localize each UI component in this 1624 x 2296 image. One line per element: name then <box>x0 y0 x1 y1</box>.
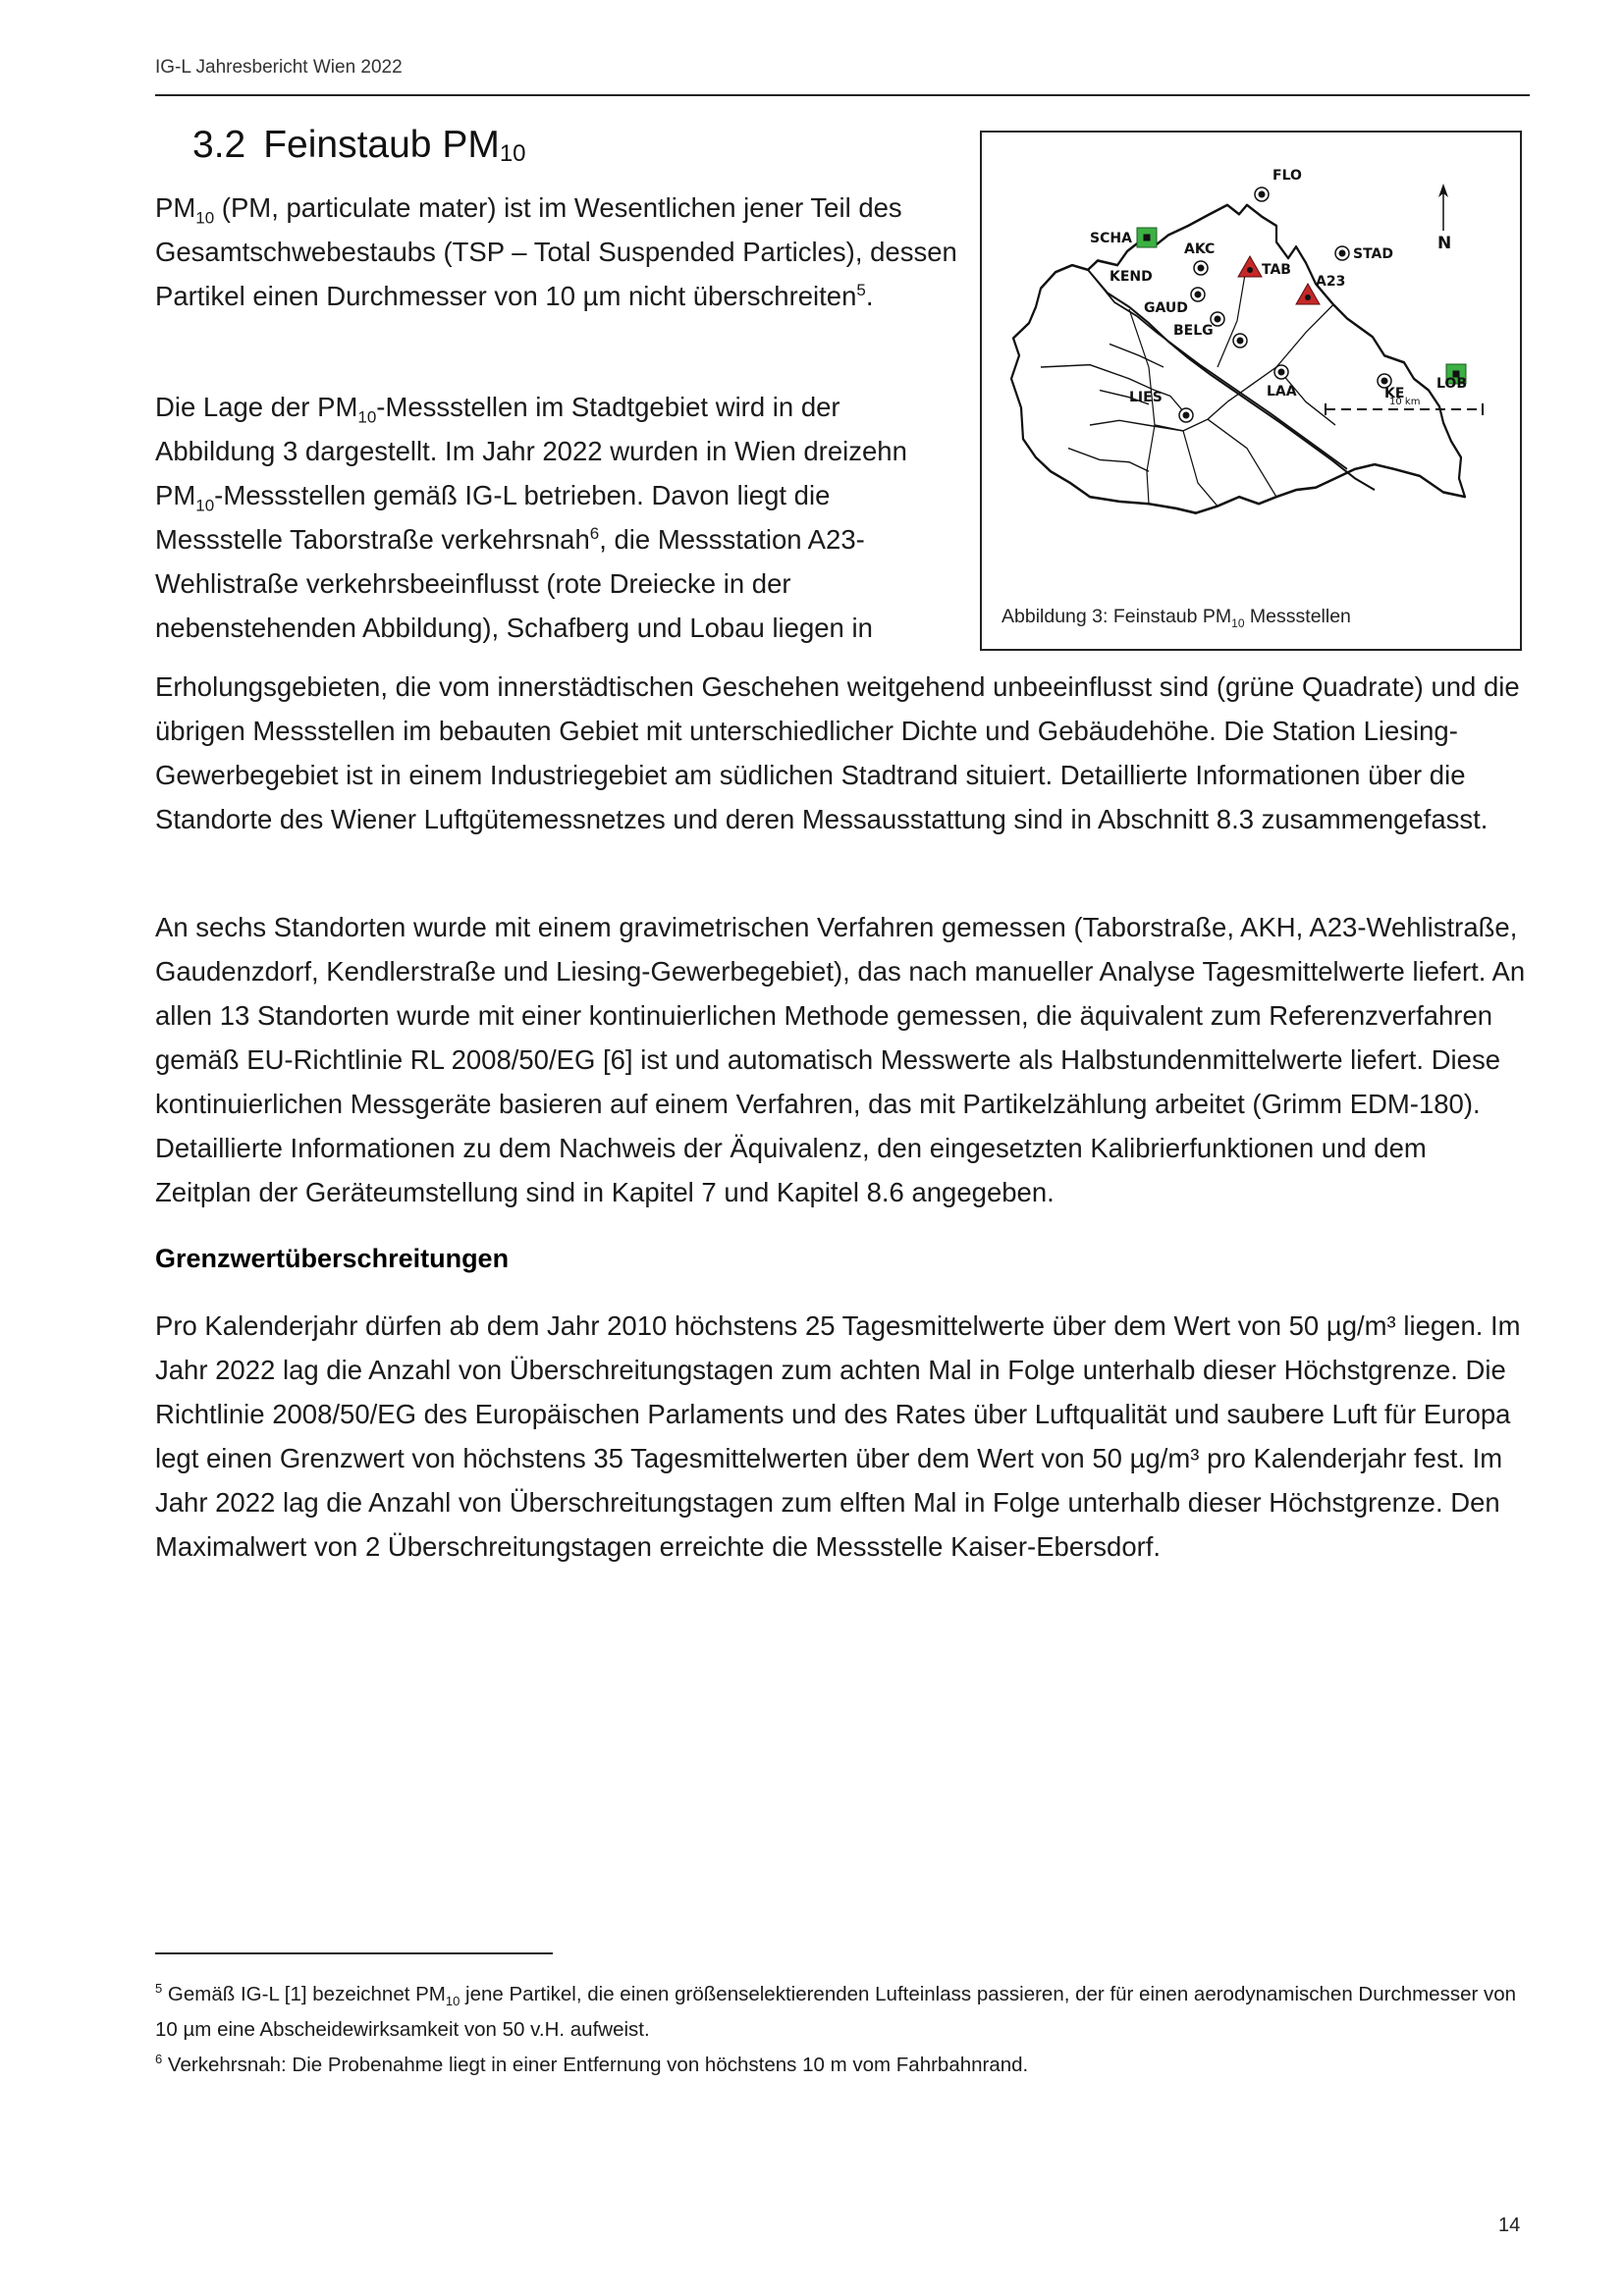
page-number: 14 <box>1498 2215 1521 2236</box>
section-title-sub: 10 <box>499 140 526 167</box>
figure-caption <box>1001 606 1351 630</box>
station-stad <box>1335 246 1393 262</box>
station-label: LAA <box>1267 384 1297 400</box>
station-label: SCHA <box>1090 231 1132 246</box>
station-dot-icon <box>1144 235 1151 241</box>
vienna-map <box>982 133 1524 594</box>
intro-paragraph-2-continued <box>155 665 1530 841</box>
north-arrow <box>1437 184 1451 253</box>
station-ke <box>1378 374 1404 401</box>
footnote-ref-5[interactable]: 5 <box>856 280 866 299</box>
intro-p2-e: Erholungsgebieten, die vom innerstädtischen Geschehen weitgehend unbeeinflusst sind (grüne Quadrate) und die übrigen Messstellen im bebauten Gebiet mit unterschiedlicher Dichte und Gebäudehöhe. Die Station Liesing-Gewerbegebiet ist in einem Industriegebiet am südlichen Stadtrand situiert. Detaillierte Informationen über die Standorte des Wiener Luftgütemessnetzes und deren Messausstattung sind in Abschnitt 8.3 zusammengefasst. <box>155 671 1520 834</box>
pm-label: PM <box>155 192 196 223</box>
station-dot-icon <box>1195 292 1202 298</box>
station-label: STAD <box>1353 246 1394 262</box>
station-label: A23 <box>1316 274 1346 290</box>
station-tab <box>1238 256 1291 278</box>
caption-text: Abbildung 3: Feinstaub PM <box>1001 606 1232 627</box>
intro-p2-d: , die Messstation A23-Wehlistraße verkehrsbeeinflusst (rote Dreiecke in der nebenstehenden Abbildung), Schafberg und Lobau liegen in <box>155 524 873 643</box>
station-dot-icon <box>1305 294 1311 300</box>
footnotes <box>155 1977 1530 2083</box>
station-dot-icon <box>1237 338 1244 345</box>
running-header: IG-L Jahresbericht Wien 2022 <box>155 57 403 78</box>
footnote-ref-6[interactable]: 6 <box>589 523 600 543</box>
paragraph-exceedances: Pro Kalenderjahr dürfen ab dem Jahr 2010 höchstens 25 Tagesmittelwerte über dem Wert von 50 µg/m³ liegen. Im Jahr 2022 lag die Anzahl von Überschreitungstagen zum achten Mal in Folge unterhalb dieser Höchstgrenze. Die Richtlinie 2008/50/EG des Europäischen Parlaments und des Rates über Luftqualität und saubere Luft für Europa legt einen Grenzwert von höchstens 35 Tagesmittelwerten über dem Wert von 50 µg/m³ pro Kalenderjahr fest. Im Jahr 2022 lag die Anzahl von Überschreitungstagen zum elften Mal in Folge unterhalb dieser Höchstgrenze. Den Maximalwert von 2 Überschreitungstagen erreichte die Messstelle Kaiser-Ebersdorf. <box>155 1310 1521 1562</box>
station-dot-icon <box>1183 412 1190 419</box>
station-lies <box>1129 390 1193 422</box>
station-akc <box>1184 241 1215 275</box>
station-kend <box>1110 269 1205 301</box>
station-label: AKC <box>1184 241 1216 257</box>
station-label: FLO <box>1272 168 1302 184</box>
intro-p2-a-sub: 10 <box>357 407 377 427</box>
station-label: TAB <box>1262 262 1291 278</box>
station-label: LIES <box>1129 390 1163 405</box>
intro-paragraph-1 <box>155 186 960 318</box>
section-title <box>192 124 526 168</box>
station-dot-icon <box>1259 191 1266 198</box>
intro-p2-b: -Messstellen im Stadtgebiet wird in der Abbildung 3 dargestellt. Im Jahr 2022 wurden in Wien dreizehn PM <box>155 392 907 510</box>
north-label: N <box>1437 234 1452 253</box>
intro-p1-end: . <box>865 281 874 311</box>
header-rule <box>155 94 1530 96</box>
intro-p2-c: -Messstellen gemäß IG-L betrieben. Davon liegt die Messstelle Taborstraße verkehrsnah <box>155 480 831 555</box>
station-dot-icon <box>1215 316 1221 323</box>
station-dot-icon <box>1339 250 1346 257</box>
station-dot-icon <box>1381 378 1388 385</box>
station-label: KEND <box>1110 269 1153 285</box>
intro-p2-a: Die Lage der PM <box>155 392 358 422</box>
footnote-5-sub: 10 <box>445 1994 460 2009</box>
station-belg <box>1173 323 1247 347</box>
intro-p1-text: (PM, particulate mater) ist im Wesentlichen jener Teil des Gesamtschwebestaubs (TSP – Total Suspended Particles), dessen Partikel einen Durchmesser von 10 µm nicht überschreiten <box>155 192 957 311</box>
city-boundary <box>1011 205 1465 513</box>
intro-p2-b-sub: 10 <box>195 496 215 515</box>
footnote-6-num: 6 <box>155 2052 163 2067</box>
footnote-6 <box>155 2048 1530 2083</box>
body-block <box>155 905 1530 1591</box>
footnote-5 <box>155 1977 1530 2048</box>
station-label: KE <box>1384 386 1405 401</box>
traffic-triangle-icon <box>1238 256 1262 277</box>
station-a23 <box>1296 274 1345 304</box>
station-label: GAUD <box>1144 300 1188 316</box>
section-title-text: Feinstaub PM <box>263 124 500 166</box>
caption-text-end: Messstellen <box>1244 606 1351 627</box>
caption-sub: 10 <box>1231 615 1245 630</box>
section-number: 3.2 <box>192 124 246 166</box>
paragraph-methods: An sechs Standorten wurde mit einem gravimetrischen Verfahren gemessen (Taborstraße, AKH, A23-Wehlistraße, Gaudenzdorf, Kendlerstraße und Liesing-Gewerbegebiet), das nach manueller Analyse Tagesmittelwerte liefert. An allen 13 Standorten wurde mit einer kontinuierlichen Methode gemessen, die äquivalent zum Referenzverfahren gemäß EU-Richtlinie RL 2008/50/EG [6] ist und automatisch Messwerte als Halbstundenmittelwerte liefert. Diese kontinuierlichen Messgeräte basieren auf einem Verfahren, das mit Partikelzählung arbeitet (Grimm EDM-180). Detaillierte Informationen zu dem Nachweis der Äquivalenz, den eingesetzten Kalibrierfunktionen und dem Zeitplan der Geräteumstellung sind in Kapitel 7 und Kapitel 8.6 angegeben. <box>155 912 1526 1207</box>
subheading-limit-exceedances: Grenzwertüberschreitungen <box>155 1244 510 1273</box>
scale-label: 10 km <box>1389 397 1421 407</box>
station-label: LOB <box>1436 376 1467 392</box>
footnote-5-num: 5 <box>155 1981 163 1997</box>
footnote-5-a: Gemäß IG-L [1] bezeichnet PM <box>162 1983 446 2005</box>
station-dot-icon <box>1198 265 1205 272</box>
station-lob <box>1436 364 1467 392</box>
figure-map <box>980 131 1522 651</box>
station-flo <box>1255 168 1302 201</box>
footnote-6-text: Verkehrsnah: Die Probenahme liegt in einer Entfernung von höchstens 10 m vom Fahrbahnrand. <box>162 2054 1029 2076</box>
footnote-5-b: jene Partikel, die einen größenselektierenden Lufteinlass passieren, der für einen aerodynamischen Durchmesser von 10 µm eine Abscheidewirksamkeit von 50 v.H. aufweist. <box>155 1983 1517 2041</box>
station-scha <box>1090 228 1157 247</box>
station-dot-icon <box>1278 369 1285 376</box>
station-label: BELG <box>1173 323 1214 339</box>
station-layer <box>1090 168 1467 422</box>
pm-sub: 10 <box>195 208 215 228</box>
footnote-rule <box>155 1952 553 1954</box>
intro-paragraph-2 <box>155 385 960 650</box>
station-dot-icon <box>1247 267 1253 273</box>
